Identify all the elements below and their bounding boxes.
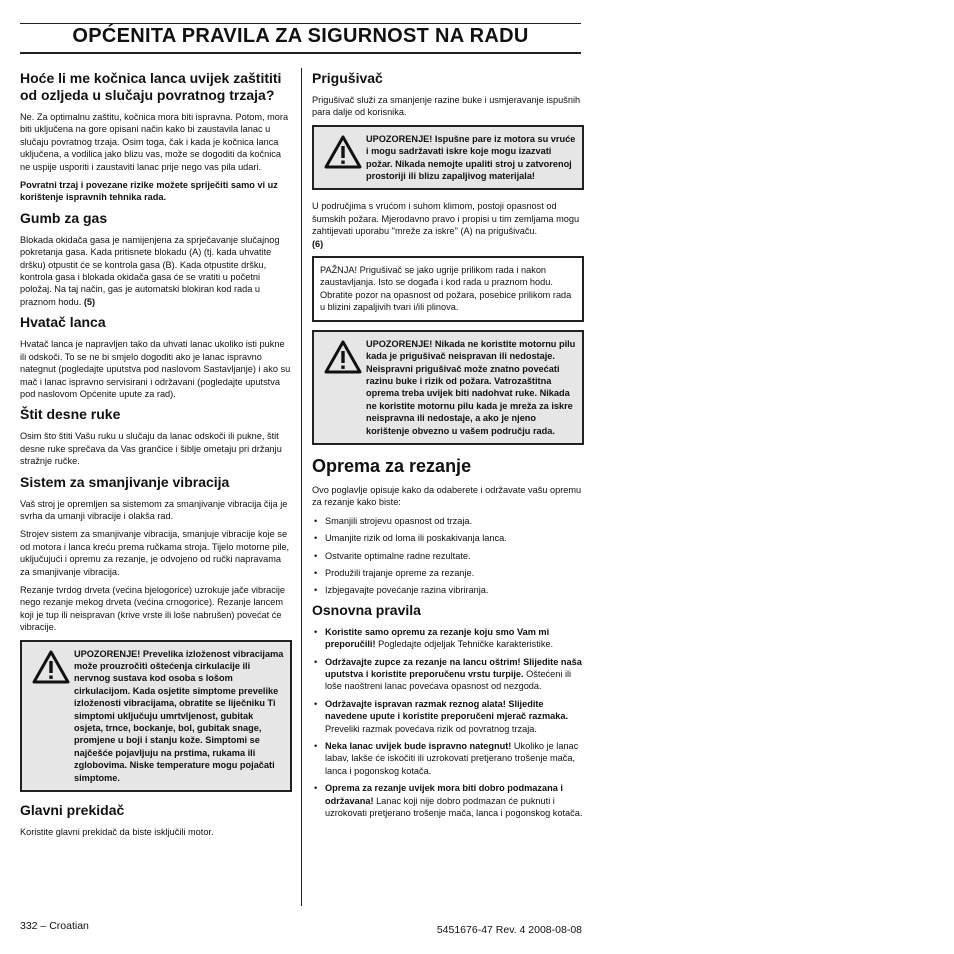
hand-guard-paragraph: Osim što štiti Vašu ruku u slučaju da lanac odskoči ili pukne, štit desne ruke sprečava da Vas grančice i šiblje ometaju pri držanju stražnje ručke. <box>20 431 282 467</box>
rule-text: Preveliki razmak povećava rizik od povratnog trzaja. <box>325 723 537 734</box>
page-title: OPĆENITA PRAVILA ZA SIGURNOST NA RADU <box>72 25 529 47</box>
list-item <box>312 740 584 777</box>
chain-brake-paragraph: Ne. Za optimalnu zaštitu, kočnica mora biti ispravna. Potom, mora biti uključena na gore opisani način kako bi zaustavila lanac u slučaju povratnog trzaja. Osim toga, čak i kada je kočnica lanca uključena, a vodilica jako blizu vas, može se dogoditi da kočnica ne uspije usporiti i zaustaviti lanac prije nego vas pila udari. <box>20 112 289 172</box>
muffler-caution-box: PAŽNJA! Prigušivač se jako ugrije prilikom rada i nakon zaustavljanja. Isto se događa i kod rada u praznom hodu. Obratite pozor na opasnost od požara, posebice prilikom rada u blizini zapaljivih tvari i/ili plinova. <box>312 256 584 322</box>
title-underline <box>20 52 581 54</box>
chain-brake-heading: Hoće li me kočnica lanca uvijek zaštititi od ozljeda u slučaju povratnog trzaja? <box>20 70 282 103</box>
muffler-warning-text: UPOZORENJE! Nikada ne koristite motornu pilu kada je prigušivač neispravan ili nedostaje. Neispravni prigušivač može znatno povećati razinu buke i rizik od požara. Vatrozaštitna oprema treba uvijek biti nadohvat ruke. Nikada ne koristite motornu pilu kada je mreža za iskre neispravna ili nedostaje, a ako je njeno korištenje obvezno u vašem području rada. <box>366 338 576 436</box>
cutting-goals-list <box>312 515 584 597</box>
cutting-equipment-intro: Ovo poglavlje opisuje kako da odaberete i održavate vašu opremu za rezanje kako biste: <box>312 484 582 508</box>
list-item: • Produžili trajanje opreme za rezanje. <box>312 567 584 579</box>
left-column <box>20 70 292 844</box>
chain-catcher-paragraph: Hvatač lanca je napravljen tako da uhvati lanac ukoliko isti pukne ili odskoči. To se ne bi smjelo dogoditi ako je lanac ispravno nategnut (pogledajte uputstva pod naslovom Sastavljanje) i ako su mač i lanac ispravno servisirani i održavani (pogledajte uputstva pod naslovom Općenite upute za rad). <box>20 339 291 399</box>
list-item: • Umanjite rizik od loma ili poskakivanja lanca. <box>312 532 584 544</box>
page-number: 332 – Croatian <box>20 920 89 932</box>
warning-triangle-icon <box>320 133 366 183</box>
stop-switch-heading: Glavni prekidač <box>20 802 125 819</box>
throttle-text: Blokada okidača gasa je namijenjena za sprječavanje slučajnog pokretanja gasa. Kada pritisnete blokadu (A) (tj. kada uhvatite dršku) otpustit će se kontrola gasa (B). Kada otpustite dršku, kontrola gasa i blokada okidača gasa će se vratiti u početni položaj. Na taj način, gas je automatski blokiran kod rada u praznom hodu. <box>20 234 280 307</box>
vibration-heading: Sistem za smanjivanje vibracija <box>20 473 230 490</box>
exhaust-warning-text: UPOZORENJE! Ispušne pare iz motora su vruće i mogu sadržavati iskre koje mogu izazvati požar. Nikada nemojte upaliti stroj u zatvorenoj prostoriji ili blizu zapaljivog materijala! <box>366 133 576 182</box>
vibration-paragraph-2: Strojev sistem za smanjivanje vibracija, smanjuje vibracije koje se od motora i lanca kreću prema ručkama stroja. Tijelo motorne pile, uključujući i opremu za rezanje, je odvojeno od ručki napravama za smanjivanje vibracija. <box>20 529 290 577</box>
muffler-paragraph-1: Prigušivač služi za smanjenje razine buke i usmjeravanje ispušnih para dalje od korisnika. <box>312 95 581 118</box>
rule-text: Pogledajte odjeljak Tehničke karakteristike. <box>375 639 554 650</box>
rule-bold: Oprema za rezanje uvijek mora biti dobro podmazana i održavana! <box>325 783 563 806</box>
stop-switch-paragraph: Koristite glavni prekidač da biste isključili motor. <box>20 827 214 838</box>
list-item <box>312 698 584 735</box>
list-item <box>312 656 584 693</box>
rule-bold: Neka lanac uvijek bude ispravno nategnut! <box>325 741 512 752</box>
list-item: • Smanjili strojevu opasnost od trzaja. <box>312 515 584 527</box>
list-item <box>312 626 584 651</box>
vibration-warning-box <box>20 640 292 792</box>
list-item: • Izbjegavajte povećanje razina vibriranja. <box>312 584 584 596</box>
cutting-equipment-title: Oprema za rezanje <box>312 455 472 476</box>
vibration-paragraph-3: Rezanje tvrdog drveta (većina bjelogorice) uzrokuje jače vibracije nego rezanje mekog drveta (većina crnogorice). Rezanje lancem koji je tup ili neispravan (krive vrste ili loše nabrušen) povećat će vibracije. <box>20 584 286 633</box>
top-rule <box>20 23 581 24</box>
spark-arrestor-figure-ref: (6) <box>312 238 324 249</box>
rule-bold: Održavajte zupce za rezanje na lancu oštrim! Slijedite naša uputstva i koristite preporučenu vrstu turpije. <box>325 656 582 679</box>
muffler-warning-box <box>312 330 584 445</box>
vibration-warning-text: UPOZORENJE! Prevelika izloženost vibracijama može prouzročiti oštećenja cirkulacije ili nervnog sustava kod osoba s lošom cirkulacijom. Kada osjetite simptome prevelike izloženosti vibracijama, obratite se liječniku Ti simptomi uključuju umrtvljenost, gubitak osjeta, trnce, bockanje, bol, gubitak snage, promjene u boji i stanju kože. Simptomi se najčešće pojavljuju na prstima, rukama ili zglobovima. Niske temperature mogu pojačati simptome. <box>74 648 284 783</box>
basic-rules-heading: Osnovna pravila <box>312 601 421 618</box>
chain-catcher-heading: Hvatač lanca <box>20 314 106 331</box>
muffler-paragraph-2 <box>312 200 584 250</box>
rule-bold: Održavajte ispravan razmak reznog alata! Slijedite navedene upute i koristite preporučeni mjerač razmaka. <box>325 698 569 722</box>
rule-text: Lanac koji nije dobro podmazan će puknuti i uzrokovati pretjerano trošenje mača, lanca i pogonskog kotača. <box>325 795 583 819</box>
hand-guard-heading: Štit desne ruke <box>20 406 121 423</box>
throttle-figure-ref: (5) <box>83 296 96 307</box>
basic-rules-list <box>312 626 584 820</box>
throttle-heading: Gumb za gas <box>20 209 108 226</box>
list-item: • Ostvarite optimalne radne rezultate. <box>312 550 584 562</box>
vibration-paragraph-1: Vaš stroj je opremljen sa sistemom za smanjivanje vibracija čija je svrha da umanji vibracije i olakša rad. <box>20 498 288 521</box>
document-reference: 5451676-47 Rev. 4 2008-08-08 <box>436 924 582 936</box>
exhaust-warning-box <box>312 125 584 191</box>
spark-arrestor-text: U područjima s vrućom i suhom klimom, postoji opasnost od šumskih požara. Mjerodavno pravo i propisi u tim zemljama mogu zahtijevati uporabu "mreže za iskre" (A) na prigušivaču. <box>312 201 580 237</box>
warning-triangle-icon <box>320 338 366 437</box>
warning-triangle-icon <box>28 648 74 784</box>
column-divider <box>301 68 302 906</box>
rule-text: Ukoliko je lanac labav, lakše će iskočiti ili uzrokovati pretjerano trošenje mača, lanca i pogonskog kotača. <box>325 741 579 776</box>
muffler-heading: Prigušivač <box>312 70 383 86</box>
list-item <box>312 782 584 819</box>
rule-text: Oštećeni ili loše naoštreni lanac povećava opasnost od nezgoda. <box>325 669 572 692</box>
right-column <box>312 70 584 824</box>
rule-bold: Koristite samo opremu za rezanje koju smo Vam mi preporučili! <box>325 626 550 650</box>
throttle-paragraph <box>20 234 292 308</box>
kickback-note: Povratni trzaj i povezane rizike možete spriječiti samo vi uz korištenje ispravnih tehnika rada. <box>20 180 278 203</box>
